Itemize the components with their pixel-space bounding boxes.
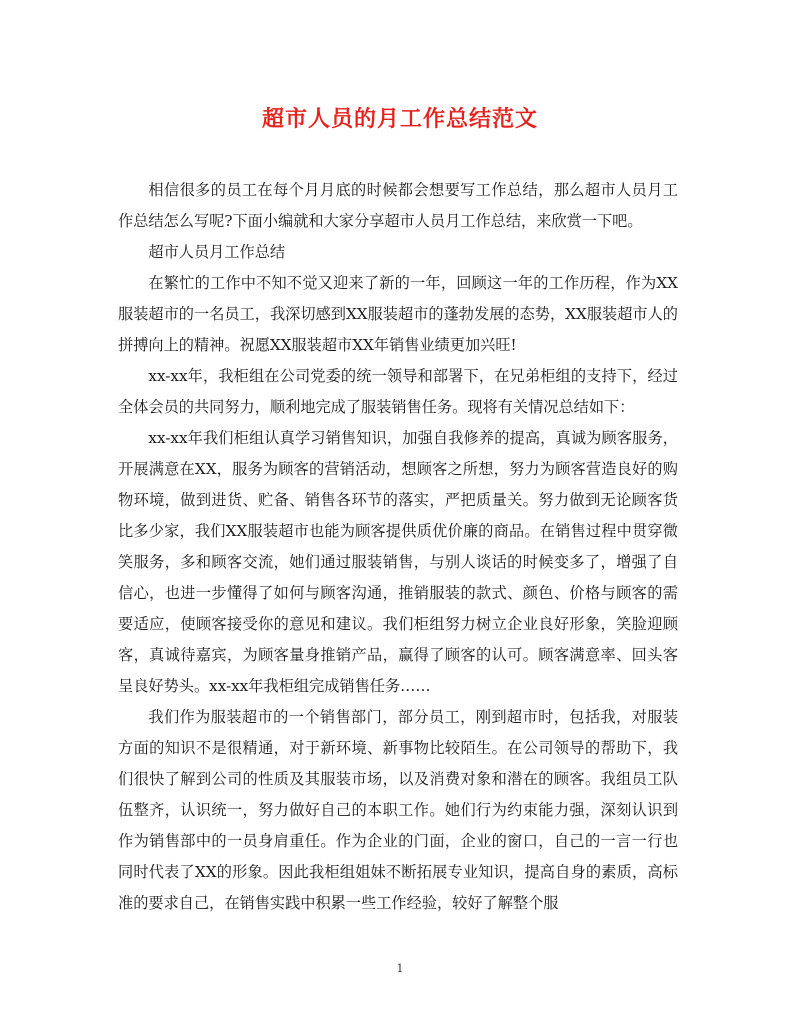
paragraph-new-year: 在繁忙的工作中不知不觉又迎来了新的一年，回顾这一年的工作历程，作为XX服装超市的一名员工，我深切感到XX服装超市的蓬勃发展的态势，XX服装超市人的拼搏向上的精神。祝愿XX服装超市XX年销售业绩更加兴旺! — [118, 274, 678, 354]
page-number: 1 — [396, 962, 404, 975]
paragraph-sales-work: xx-xx年我们柜组认真学习销售知识，加强自我修养的提高，真诚为顾客服务，开展满意在XX，服务为顾客的营销活动，想顾客之所想，努力为顾客营造良好的购物环境，做到进货、贮备、销售各环节的落实，严把质量关。努力做到无论顾客货比多少家，我们XX服装超市也能为顾客提供质优价廉的商品。在销售过程中贯穿微笑服务，多和顾客交流，她们通过服装销售，与别人谈话的时候变多了，增强了自信心，也进一步懂得了如何与顾客沟通，推销服装的款式、颜色、价格与顾客的需要适应，使顾客接受你的意见和建议。我们柜组努力树立企业良好形象，笑脸迎顾客，真诚待嘉宾，为顾客量身推销产品，赢得了顾客的认可。顾客满意率、回头客呈良好势头。xx-xx年我柜组完成销售任务…… — [118, 429, 678, 695]
paragraph-subtitle: 超市人员月工作总结 — [148, 243, 286, 261]
paragraph-team: 我们作为服装超市的一个销售部门，部分员工，刚到超市时，包括我，对服装方面的知识不是很精通，对于新环境、新事物比较陌生。在公司领导的帮助下，我们很快了解到公司的性质及其服装市场，以及消费对象和潜在的顾客。我组员工队伍整齐，认识统一，努力做好自己的本职工作。她们行为约束能力强，深刻认识到作为销售部中的一员身肩重任。作为企业的门面，企业的窗口，自己的一言一行也同时代表了XX的形象。因此我柜组姐妹不断拓展专业知识，提高自身的素质，高标准的要求自己，在销售实践中积累一些工作经验，较好了解整个服 — [118, 708, 678, 912]
document-title: 超市人员的月工作总结范文 — [261, 106, 538, 132]
document-body — [118, 175, 678, 919]
paragraph-intro: 相信很多的员工在每个月月底的时候都会想要写工作总结，那么超市人员月工作总结怎么写呢?下面小编就和大家分享超市人员月工作总结，来欣赏一下吧。 — [118, 181, 678, 230]
paragraph-summary-lead: xx-xx年，我柜组在公司党委的统一领导和部署下，在兄弟柜组的支持下，经过全体会员的共同努力，顺利地完成了服装销售任务。现将有关情况总结如下： — [118, 367, 678, 416]
